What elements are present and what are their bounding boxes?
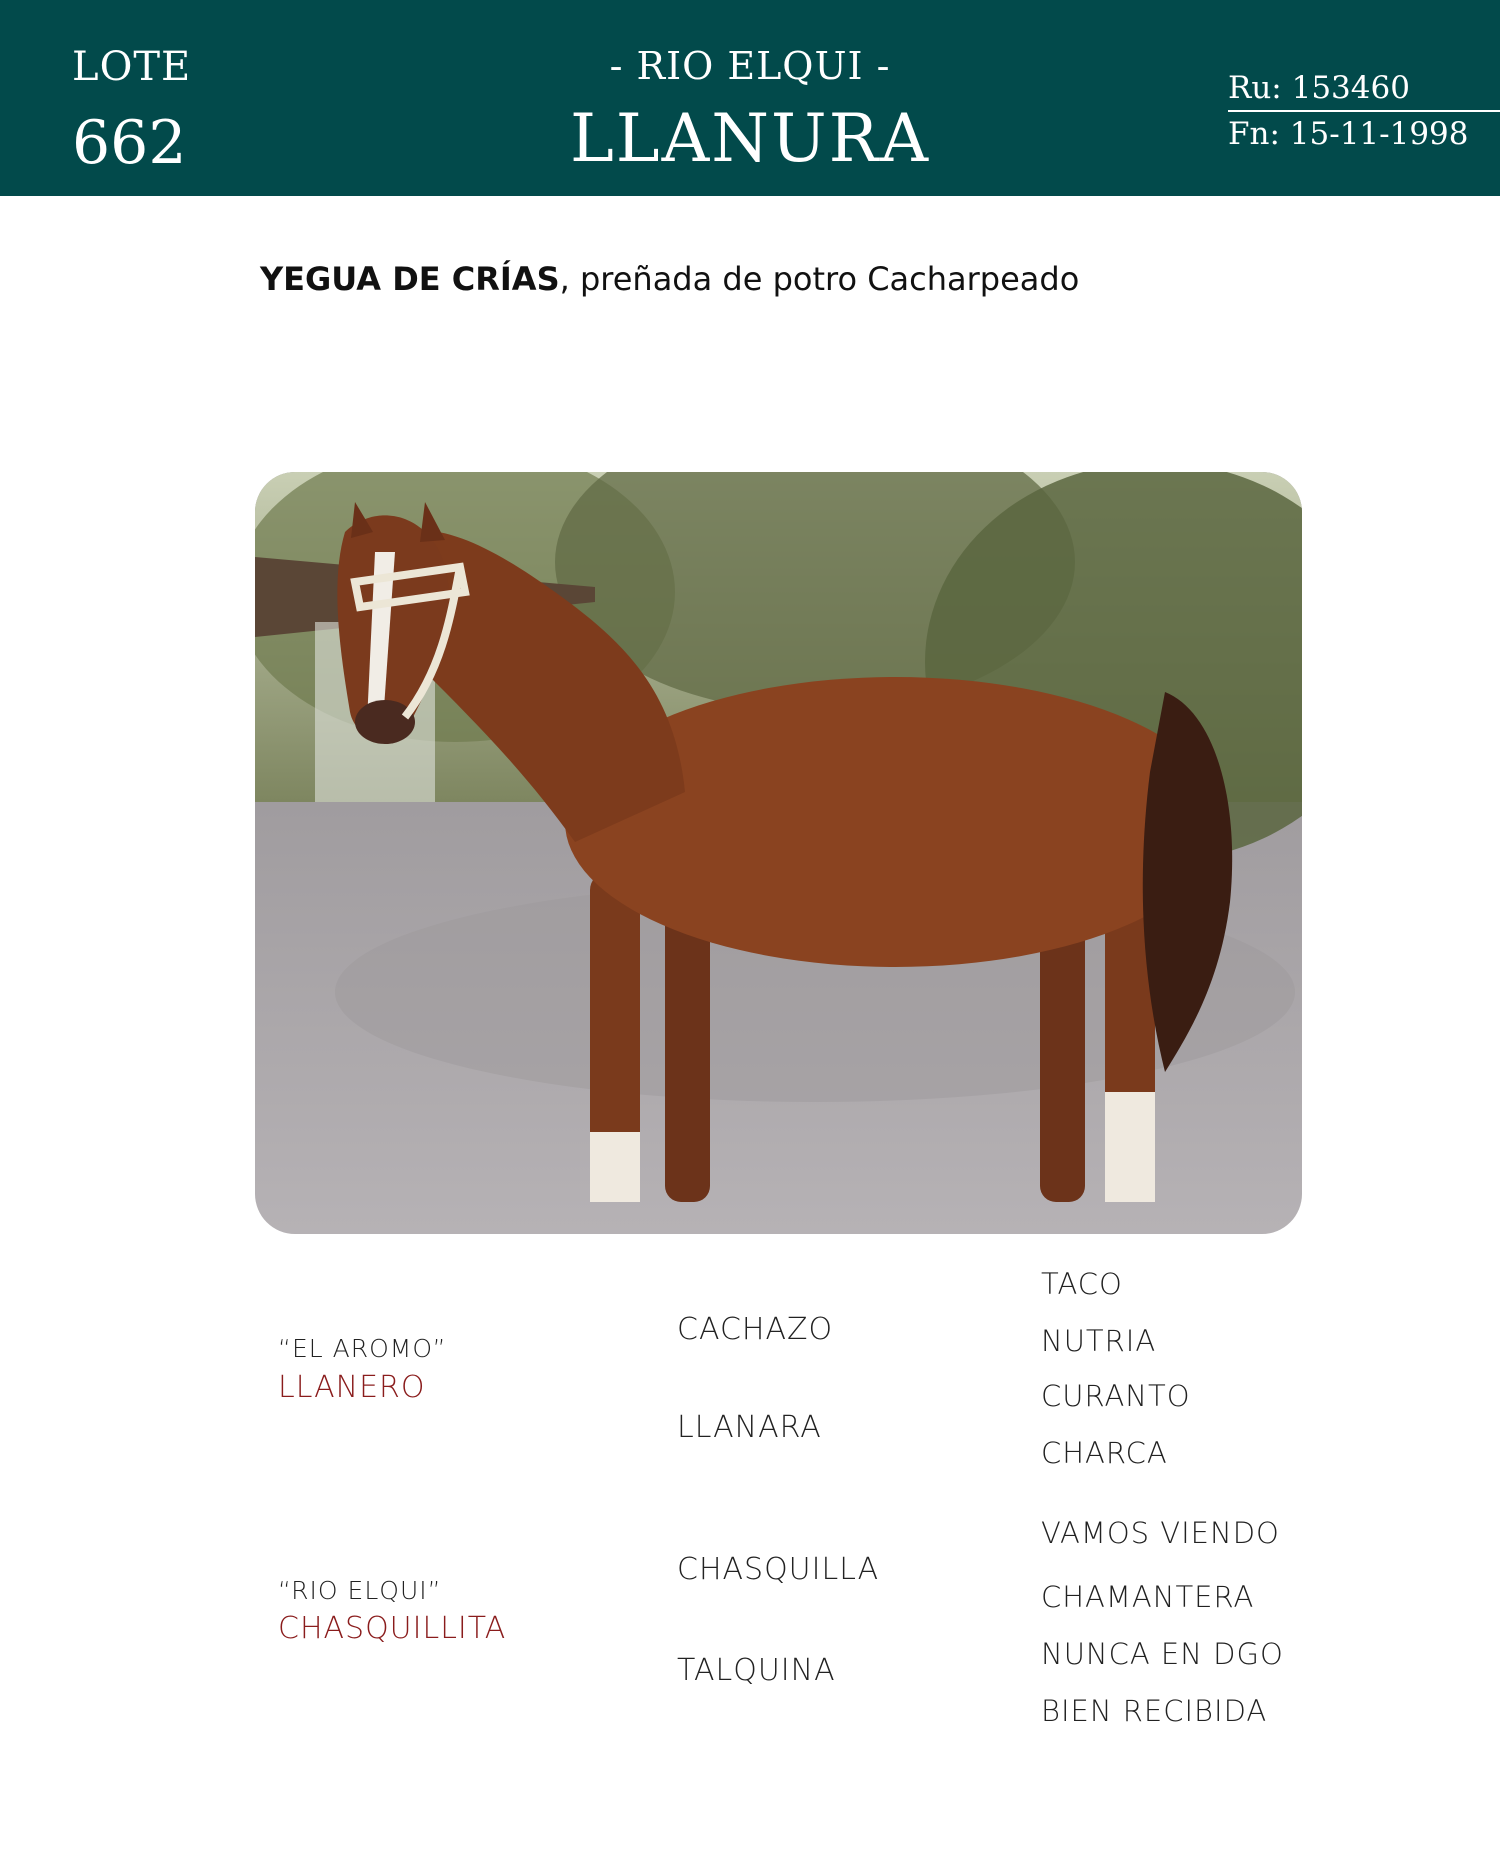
sire-name: LLANERO	[278, 1370, 426, 1405]
paternal-grandsire: CACHAZO	[677, 1312, 834, 1347]
description-category: YEGUA DE CRÍAS	[260, 260, 560, 298]
birth-date: Fn: 15-11-1998	[1228, 116, 1469, 152]
great-granddam-1: NUTRIA	[1041, 1324, 1157, 1358]
great-grandsire-2: CURANTO	[1041, 1379, 1191, 1413]
horse-description	[260, 260, 1079, 298]
great-grandsire-1: TACO	[1041, 1267, 1123, 1301]
registration-number: Ru: 153460	[1228, 70, 1500, 112]
great-granddam-2: CHARCA	[1041, 1436, 1168, 1470]
horse-illustration	[255, 472, 1302, 1234]
horse-name: LLANURA	[569, 100, 931, 177]
registration-info	[1228, 70, 1500, 152]
lot-header	[0, 0, 1500, 196]
dam-breeder: “RIO ELQUI”	[278, 1576, 442, 1605]
maternal-granddam: TALQUINA	[677, 1653, 836, 1688]
great-granddam-4: BIEN RECIBIDA	[1041, 1694, 1268, 1728]
sire-breeder: “EL AROMO”	[278, 1334, 447, 1363]
horse-photo	[255, 472, 1302, 1234]
maternal-grandsire: CHASQUILLA	[677, 1552, 880, 1587]
description-detail: , preñada de potro Cacharpeado	[559, 260, 1080, 298]
lot-number: 662	[72, 108, 187, 178]
lot-label: LOTE	[72, 44, 192, 90]
dam-name: CHASQUILLITA	[278, 1611, 507, 1646]
farm-name: - RIO ELQUI -	[609, 44, 891, 88]
great-granddam-3: CHAMANTERA	[1041, 1580, 1255, 1614]
great-grandsire-4: NUNCA EN DGO	[1041, 1637, 1284, 1671]
great-grandsire-3: VAMOS VIENDO	[1041, 1516, 1280, 1550]
paternal-granddam: LLANARA	[677, 1410, 822, 1445]
